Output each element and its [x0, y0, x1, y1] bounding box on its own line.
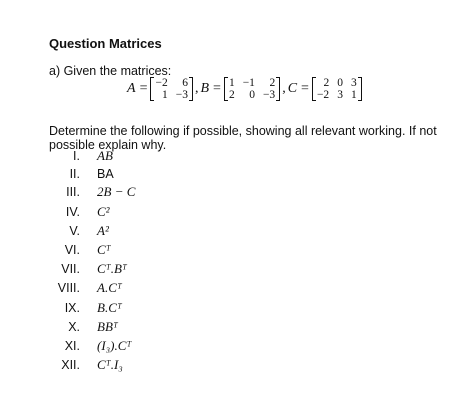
item-number: VIII. — [57, 281, 80, 296]
item-expression: B.Cᵀ — [97, 299, 122, 315]
matrix-cell: −3 — [262, 89, 276, 101]
matrix-b-name: B — [200, 81, 210, 96]
item-number: VI. — [64, 243, 80, 257]
matrix-cell: 1 — [161, 89, 168, 101]
item-expression: AB — [97, 148, 113, 163]
item-expression: BA — [97, 167, 114, 182]
item-expression: C² — [97, 203, 110, 219]
item-expression: Cᵀ.I₃ — [97, 357, 123, 373]
matrix-cell: 0 — [337, 77, 343, 89]
matrix-cell: −2 — [316, 89, 330, 101]
item-number: VII. — [61, 262, 80, 277]
matrix-cell: 1 — [228, 77, 235, 89]
item-expression: (I₃).Cᵀ — [97, 338, 132, 353]
matrix-c-name: C — [287, 81, 298, 96]
intro-text: a) Given the matrices: — [49, 64, 172, 78]
item-expression: BBᵀ — [97, 318, 118, 334]
matrix-cell: 6 — [182, 77, 188, 89]
matrix-cell: 0 — [249, 89, 255, 101]
item-number: XI. — [64, 339, 80, 353]
matrix-b — [224, 77, 280, 101]
matrix-definitions: A = −2 6 1 −3 , B = 1 −1 2 2 0 −3 , C = 2 0 3 −2 3 1 — [126, 76, 362, 102]
item-expression: 2B − C — [97, 184, 136, 200]
matrix-cell: 2 — [269, 77, 276, 89]
item-expression: A.Cᵀ — [97, 280, 122, 296]
matrix-cell: 2 — [323, 77, 330, 89]
item-number: X. — [68, 319, 80, 334]
item-number: III. — [66, 185, 80, 200]
item-number: XII. — [61, 358, 80, 373]
matrix-a — [150, 77, 193, 101]
item-number: V. — [69, 223, 80, 238]
matrix-cell: 3 — [350, 77, 357, 89]
matrix-cell: 2 — [228, 89, 235, 101]
item-expression: Cᵀ — [97, 242, 111, 257]
item-number: IX. — [64, 300, 80, 315]
matrix-c — [312, 77, 362, 101]
matrix-cell: −3 — [175, 89, 188, 101]
matrix-cell: 1 — [350, 89, 357, 101]
question-heading: Question Matrices — [49, 36, 162, 51]
matrix-cell: 3 — [337, 89, 343, 101]
item-number: II. — [69, 167, 80, 182]
matrix-cell: −2 — [155, 77, 168, 89]
matrix-cell: −1 — [242, 77, 255, 89]
item-expression: Cᵀ.Bᵀ — [97, 261, 127, 277]
item-expression: A² — [97, 222, 109, 238]
item-number: IV. — [65, 204, 80, 219]
instruction-text: Determine the following if possible, showing all relevant working. If not possible explain why. — [49, 124, 437, 152]
item-number: I. — [73, 149, 80, 163]
matrix-a-name: A — [127, 81, 136, 96]
